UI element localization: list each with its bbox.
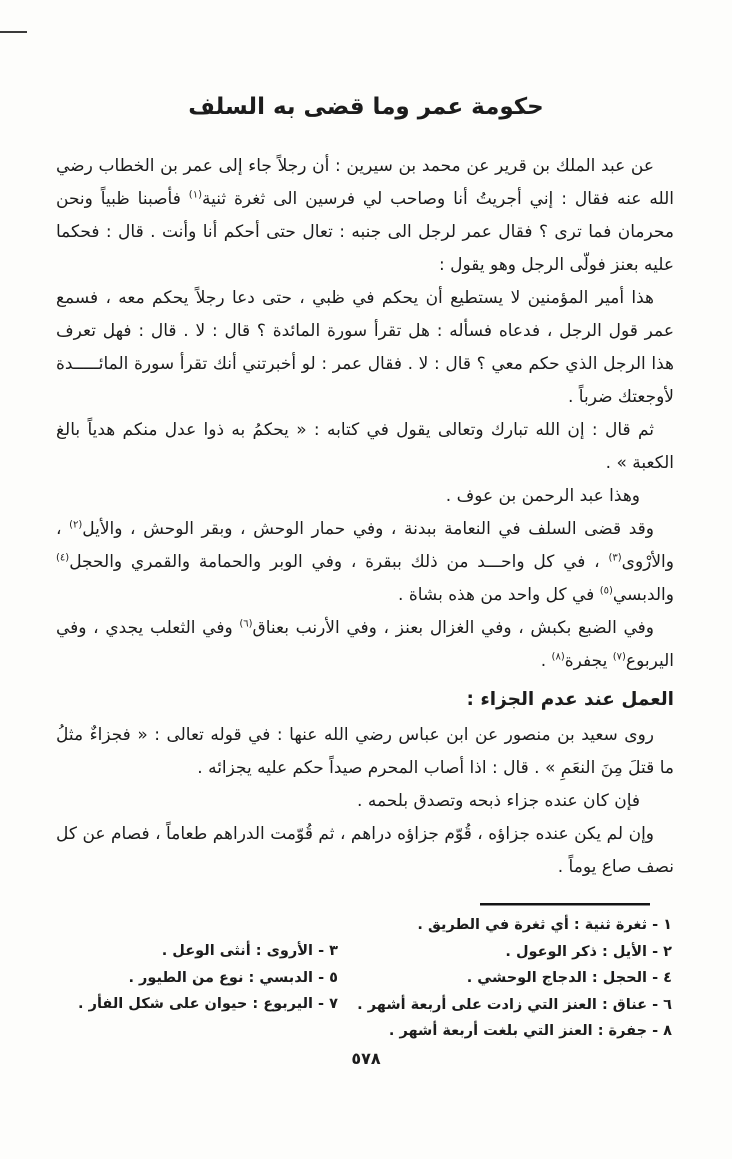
paragraph: وهذا عبد الرحمن بن عوف . xyxy=(445,486,640,506)
footnote-reference: (٤) xyxy=(56,552,70,564)
page-number: ٥٧٨ xyxy=(351,1049,381,1068)
footnote-reference: (٧) xyxy=(612,651,626,663)
footnote-item: ٨ - جفرة : العنز التي بلغت أربعة أشهر . xyxy=(388,1023,672,1039)
footnote-separator xyxy=(480,903,650,906)
footnote-reference: (٨) xyxy=(551,651,565,663)
paragraph-group-before-heading xyxy=(56,150,674,678)
footnotes-right-column xyxy=(357,912,672,1045)
paragraph: روى سعيد بن منصور عن ابن عباس رضي الله عنها : في قوله تعالى : « فجزاءٌ مثلُ ما قتلَ مِنَ النعَمِ » . قال : اذا أصاب المحرم صيداً حكم عليه يجزائه . xyxy=(56,725,674,778)
paragraph: ثم قال : إن الله تبارك وتعالى يقول في كتابه : « يحكمُ به ذوا عدل منكم هدياً بالغ الكعبة » . xyxy=(56,420,674,473)
footnote-item: ١ - ثغرة ثنية : أي ثغرة في الطريق . xyxy=(417,917,672,933)
paragraph: هذا أمير المؤمنين لا يستطيع أن يحكم في ظبي ، حتى دعا رجلاً يحكم معه ، فسمع عمر قول الرجل ، فدعاه فسأله : هل تقرأ سورة المائدة ؟ قال : لا . قال : فهل تعرف هذا الرجل الذي حكم معي ؟ قال : لا . فقال عمر : لو أخبرتني أنك تقرأ سورة المائـــــدة لأوجعتك ضرباً . xyxy=(56,288,674,407)
page-title: حكومة عمر وما قضى به السلف xyxy=(188,94,544,120)
paragraph: وقد قضى السلف في النعامة ببدنة ، وفي حمار الوحش ، وبقر الوحش ، والأيل$^{(٢)}$ ، والأرْوى$^{(٣)}$ ، في كل واحـــد من ذلك ببقرة ، وفي الوبر والحمامة والقمري والحجل$^{(٤)}$ والدبسي$^{(٥)}$ في كل واحد من هذه بشاة . xyxy=(56,519,674,605)
footnote-reference: (٣) xyxy=(608,552,622,564)
top-left-rule xyxy=(0,31,27,33)
paragraph: فإن كان عنده جزاء ذبحه وتصدق بلحمه . xyxy=(357,791,640,811)
paragraph: وإن لم يكن عنده جزاؤه ، قُوّم جزاؤه دراهم ، ثم قُوّمت الدراهم طعاماً ، فصام عن كل نصف صاع يوماً . xyxy=(56,824,674,877)
footnote-reference: (٥) xyxy=(599,585,613,597)
footnote-reference: (٢) xyxy=(69,519,83,531)
body-text xyxy=(56,150,674,884)
footnote-reference: (٦) xyxy=(239,618,253,630)
section-heading: العمل عند عدم الجزاء : xyxy=(466,689,674,710)
footnotes-left-column xyxy=(38,938,338,1018)
footnote-reference: (١) xyxy=(188,189,202,201)
footnote-item: ٢ - الأيل : ذكر الوعول . xyxy=(505,943,672,960)
paragraph-group-after-heading xyxy=(56,719,674,884)
footnote-item: ٦ - عناق : العنز التي زادت على أربعة أشهر . xyxy=(357,996,672,1013)
footnote-item: ٤ - الحجل : الدجاج الوحشي . xyxy=(466,970,672,986)
footnote-item: ٥ - الدبسي : نوع من الطيور . xyxy=(128,969,338,986)
footnote-item: ٣ - الأروى : أنثى الوعل . xyxy=(161,943,338,959)
footnote-item: ٧ - اليربوع : حيوان على شكل الفأر . xyxy=(78,996,338,1012)
paragraph: وفي الضبع بكبش ، وفي الغزال بعنز ، وفي الأرنب بعناق$^{(٦)}$ وفي الثعلب يجدي ، وفي اليربوع$^{(٧)}$ يجفرة$^{(٨)}$ . xyxy=(56,618,674,671)
paragraph: عن عبد الملك بن قرير عن محمد بن سيرين : أن رجلاً جاء إلى عمر بن الخطاب رضي الله عنه فقال : إني أجريتُ أنا وصاحب لي فرسين الى ثغرة ثنية$^{(١)}$ فأصبنا ظبياً ونحن محرمان فما ترى ؟ فقال عمر لرجل الى جنبه : تعال حتى أحكم أنا وأنت . قال : فحكما عليه بعنز فولّى الرجل وهو يقول : xyxy=(56,156,674,275)
